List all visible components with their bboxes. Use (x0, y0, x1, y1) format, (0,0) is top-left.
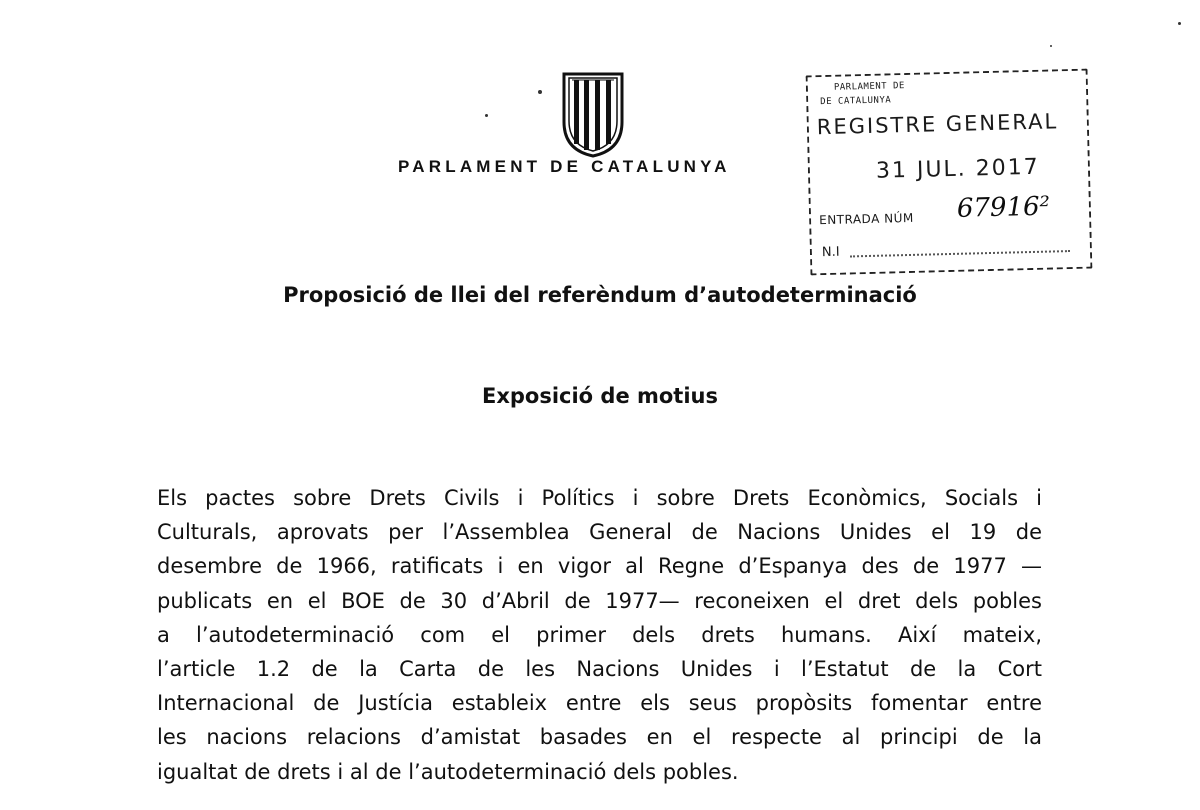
stamp-institution-line: PARLAMENT DE (833, 81, 906, 93)
paragraph-line: Internacional de Justícia estableix entre els seus propòsits fomentar entre (157, 691, 1042, 716)
stamp-title: REGISTRE GENERAL (816, 109, 1059, 140)
body-paragraph (157, 481, 1042, 789)
paragraph-line: igualtat de drets i al de l’autodeterminació dels pobles. (157, 759, 739, 784)
document-title: Proposició de llei del referèndum d’autodeterminació (283, 283, 917, 307)
section-title: Exposició de motius (481, 384, 718, 408)
scan-speck (485, 114, 488, 117)
paragraph-line: publicats en el BOE de 30 d’Abril de 1977— reconeixen el dret dels pobles (157, 588, 1042, 613)
paragraph-line: Els pactes sobre Drets Civils i Polítics i sobre Drets Econòmics, Socials i (157, 486, 1042, 510)
paragraph-line: desembre de 1966, ratificats i en vigor al Regne d’Espanya des de 1977 — (157, 554, 1042, 579)
paragraph-line: Culturals, aprovats per l’Assemblea General de Nacions Unides el 19 de (157, 520, 1042, 545)
stamp-entry-label: ENTRADA NÚM (818, 210, 914, 228)
paragraph-line: a l’autodeterminació com el primer dels drets humans. Així mateix, (157, 622, 1042, 647)
parliament-emblem-icon (560, 70, 626, 158)
stamp-entry-number: 67916² (956, 191, 1051, 224)
scan-speck (1050, 45, 1052, 47)
stamp-n-label: N.I (821, 244, 840, 261)
stamp-date: 31 JUL. 2017 (875, 154, 1041, 184)
scan-speck (1178, 22, 1181, 25)
organization-name: PARLAMENT DE CATALUNYA (398, 157, 731, 176)
stamp-region-line: DE CATALUNYA (820, 95, 892, 108)
registry-stamp (806, 69, 1093, 276)
paragraph-line: l’article 1.2 de la Carta de les Nacions Unides i l’Estatut de la Cort (157, 656, 1042, 681)
scan-speck (538, 90, 542, 94)
paragraph-line: les nacions relacions d’amistat basades en el respecte al principi de la (157, 725, 1042, 750)
